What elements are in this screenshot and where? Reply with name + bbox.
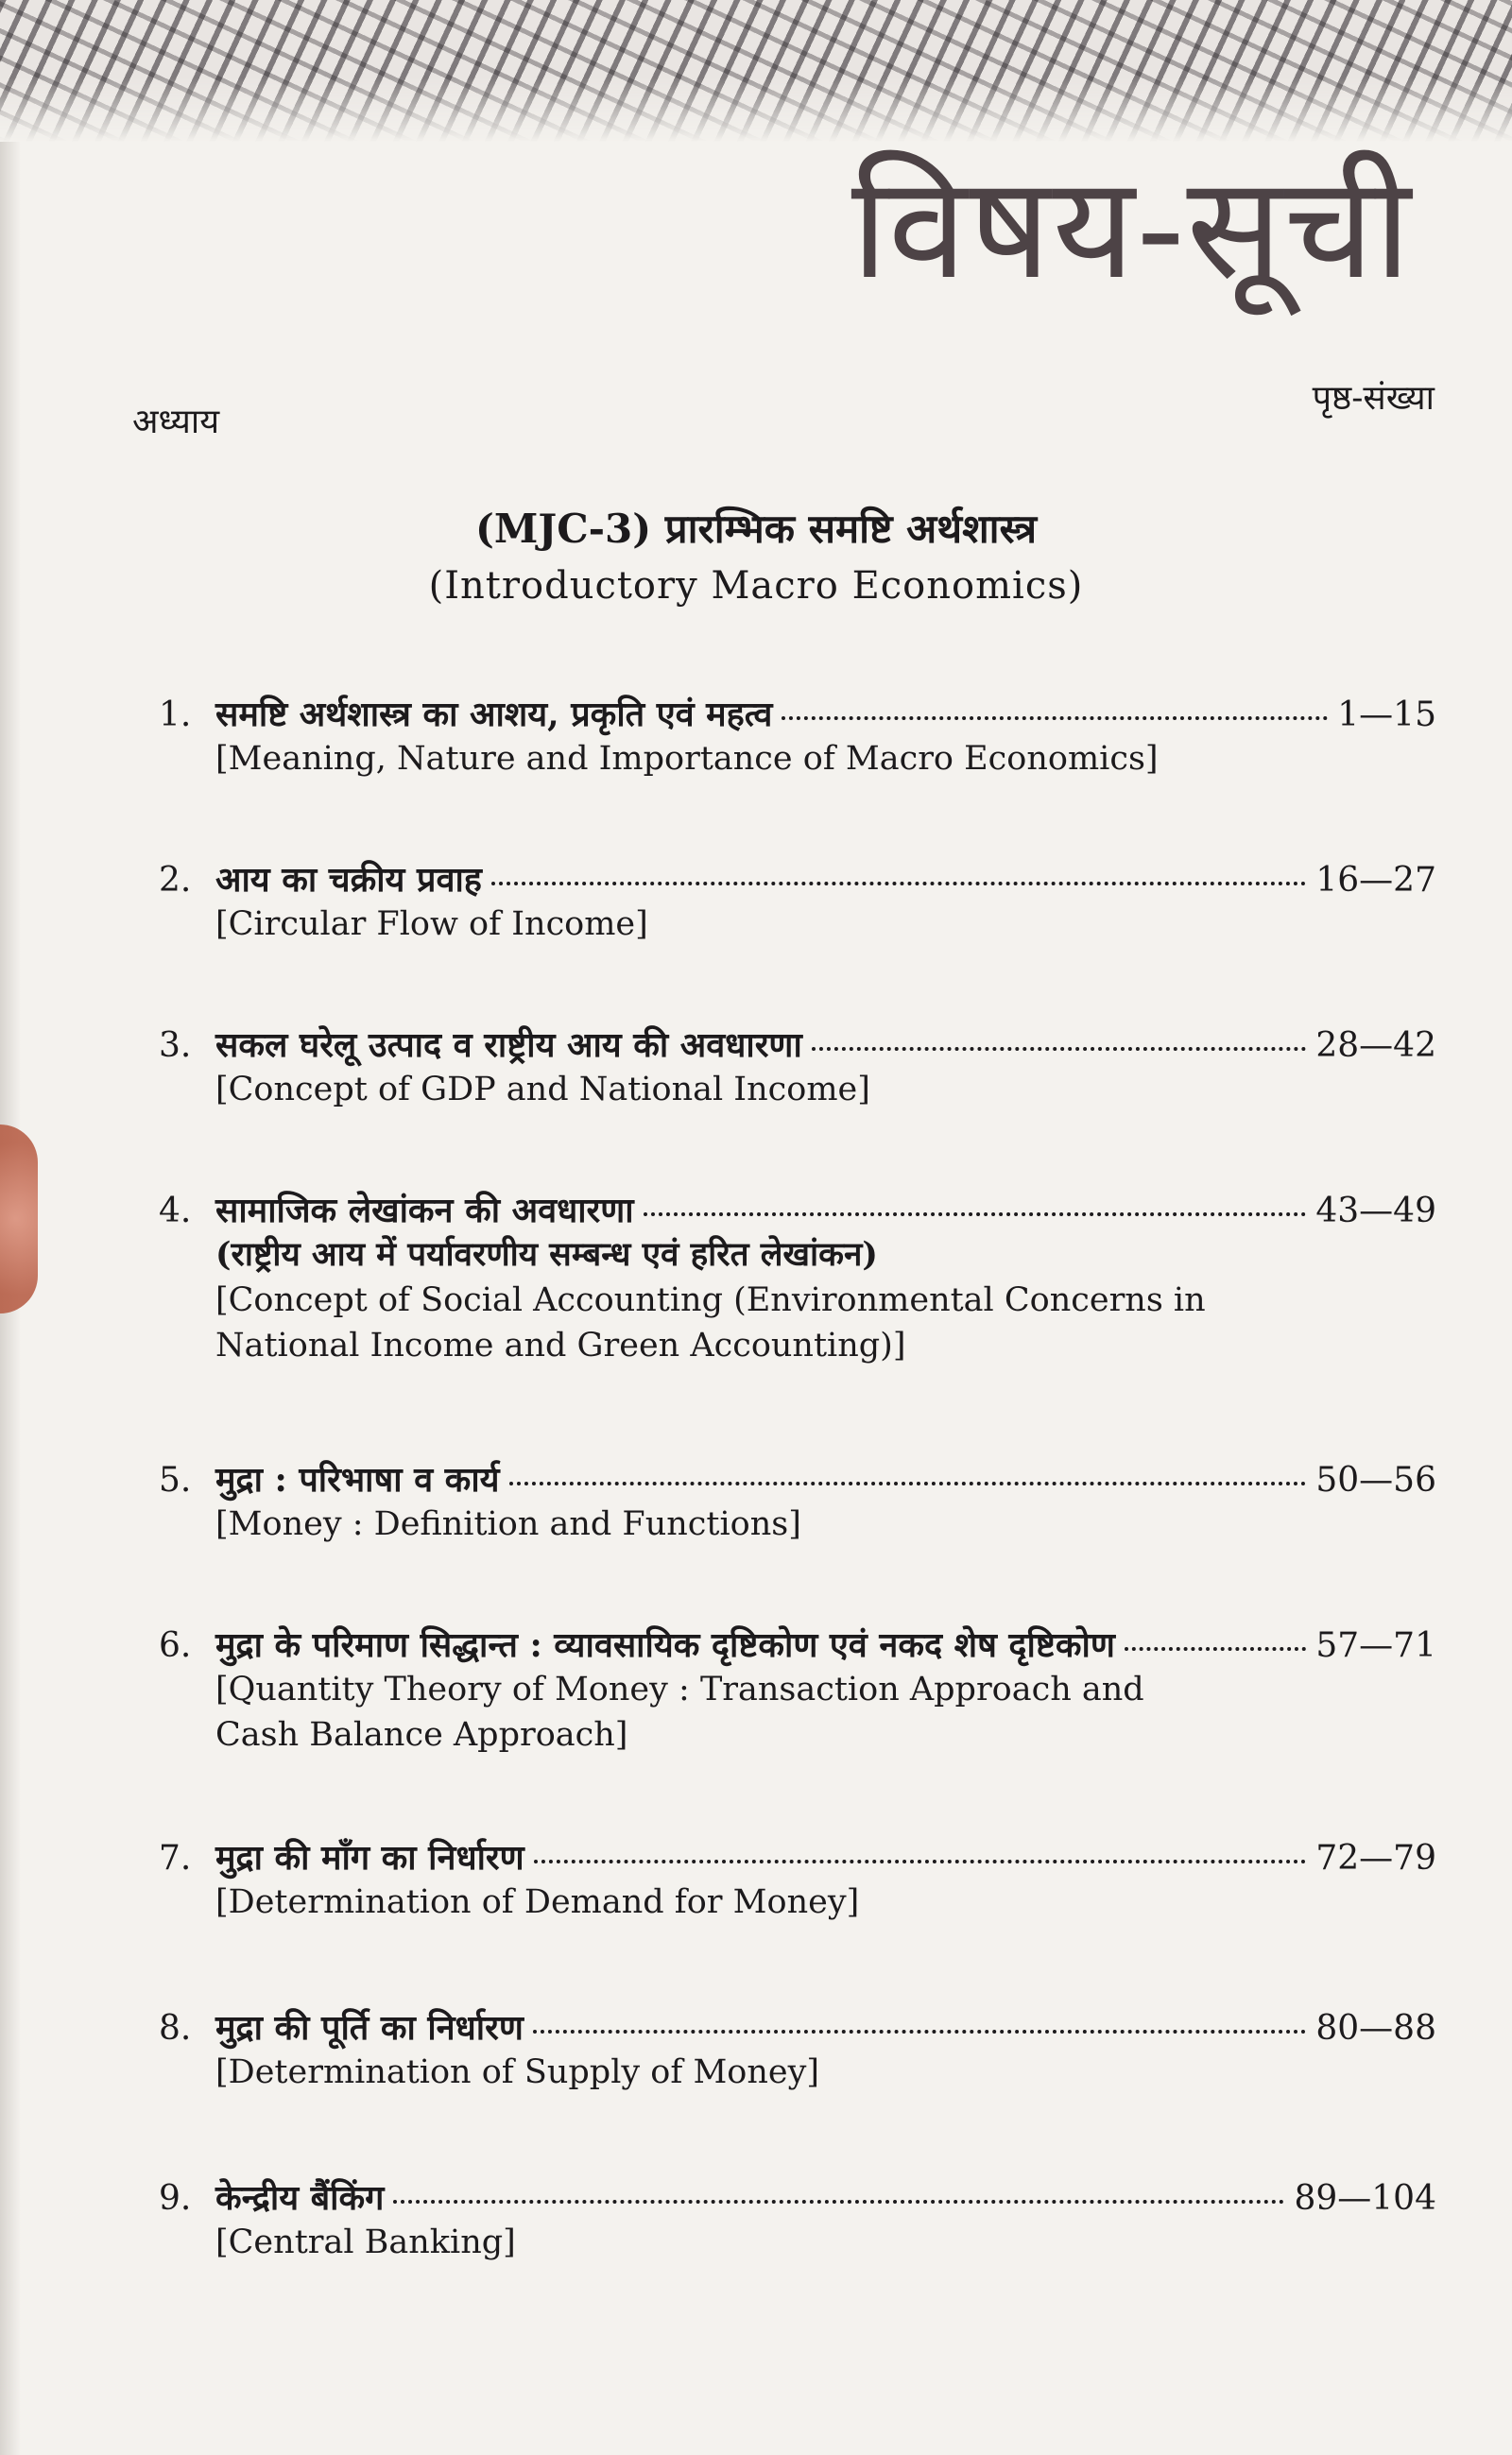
entry-number: 2.	[159, 861, 192, 900]
page-title: विषय-सूची	[850, 146, 1413, 311]
entry-title-english: [Meaning, Nature and Importance of Macro Economics]	[215, 740, 1159, 778]
toc-entry-4[interactable]	[159, 1186, 1436, 1368]
toc-entry-5[interactable]	[159, 1455, 1436, 1547]
section-title-hindi: (MJC-3) प्रारम्भिक समष्टि अर्थशास्त्र	[474, 506, 1038, 552]
entry-title-english: [Concept of GDP and National Income]	[215, 1071, 870, 1108]
entry-pages: 16—27	[1315, 861, 1436, 900]
page-number-column-header: पृष्ठ-संख्या	[1312, 379, 1435, 418]
thumb	[0, 1124, 38, 1313]
toc-entry-8[interactable]	[159, 2003, 1436, 2095]
toc-entry-7[interactable]	[159, 1833, 1436, 1925]
entry-pages: 50—56	[1315, 1461, 1436, 1500]
entry-title-english: [Central Banking]	[215, 2223, 516, 2261]
entry-subtitle-hindi: (राष्ट्रीय आय में पर्यावरणीय सम्बन्ध एवं हरित लेखांकन)	[215, 1235, 878, 1274]
entry-pages: 1—15	[1337, 695, 1436, 734]
toc-entry-2[interactable]	[159, 855, 1436, 947]
entry-number: 7.	[159, 1839, 192, 1878]
decorative-header-pattern	[0, 0, 1512, 142]
dot-leader	[509, 1480, 1307, 1485]
section-heading	[0, 501, 1512, 608]
entry-title-english: [Determination of Supply of Money]	[215, 2053, 820, 2091]
dot-leader	[393, 2198, 1284, 2204]
entry-number: 6.	[159, 1626, 192, 1665]
entry-title-english: [Quantity Theory of Money : Transaction Approach and	[215, 1671, 1144, 1708]
dot-leader	[812, 1045, 1307, 1051]
entry-pages: 28—42	[1315, 1026, 1436, 1065]
entry-title-hindi: मुद्रा : परिभाषा व कार्य	[215, 1460, 500, 1500]
entry-number: 1.	[159, 695, 192, 734]
toc-entry-9[interactable]	[159, 2173, 1436, 2265]
entry-title-hindi: सामाजिक लेखांकन की अवधारणा	[215, 1191, 634, 1230]
entry-number: 4.	[159, 1192, 192, 1230]
entry-title-english: [Circular Flow of Income]	[215, 905, 648, 943]
dot-leader	[1125, 1645, 1306, 1651]
entry-title-hindi: समष्टि अर्थशास्त्र का आशय, प्रकृति एवं महत्व	[215, 695, 773, 734]
entry-title-hindi: मुद्रा की पूर्ति का निर्धारण	[215, 2008, 524, 2048]
entry-title-english-cont: Cash Balance Approach]	[215, 1716, 628, 1754]
toc-entry-6[interactable]	[159, 1621, 1436, 1758]
entry-title-hindi: केन्द्रीय बैंकिंग	[215, 2178, 385, 2218]
entry-title-english: [Money : Definition and Functions]	[215, 1505, 801, 1543]
dot-leader	[491, 880, 1306, 885]
entry-pages: 57—71	[1315, 1626, 1436, 1665]
entry-pages: 80—88	[1315, 2009, 1436, 2048]
entry-number: 3.	[159, 1026, 192, 1065]
entry-title-english: [Determination of Demand for Money]	[215, 1883, 860, 1921]
entry-pages: 72—79	[1315, 1839, 1436, 1878]
entry-title-hindi: मुद्रा की माँग का निर्धारण	[215, 1838, 524, 1878]
entry-title-hindi: आय का चक्रीय प्रवाह	[215, 860, 482, 900]
entry-pages: 43—49	[1315, 1192, 1436, 1230]
entry-pages: 89—104	[1294, 2179, 1436, 2218]
entry-title-hindi: मुद्रा के परिमाण सिद्धान्त : व्यावसायिक दृष्टिकोण एवं नकद शेष दृष्टिकोण	[215, 1625, 1115, 1665]
chapter-column-header: अध्याय	[132, 403, 220, 441]
entry-title-hindi: सकल घरेलू उत्पाद व राष्ट्रीय आय की अवधारणा	[215, 1025, 802, 1065]
section-title-english: (Introductory Macro Economics)	[428, 564, 1084, 608]
entry-number: 9.	[159, 2179, 192, 2218]
dot-leader	[533, 2028, 1307, 2034]
entry-title-english: [Concept of Social Accounting (Environmental Concerns in	[215, 1281, 1206, 1319]
dot-leader	[782, 714, 1328, 720]
entry-number: 5.	[159, 1461, 192, 1500]
dot-leader	[534, 1858, 1307, 1863]
toc-entry-1[interactable]	[159, 690, 1436, 781]
dot-leader	[644, 1210, 1307, 1216]
toc-entry-3[interactable]	[159, 1021, 1436, 1112]
entry-title-english-cont: National Income and Green Accounting)]	[215, 1327, 906, 1365]
entry-number: 8.	[159, 2009, 192, 2048]
